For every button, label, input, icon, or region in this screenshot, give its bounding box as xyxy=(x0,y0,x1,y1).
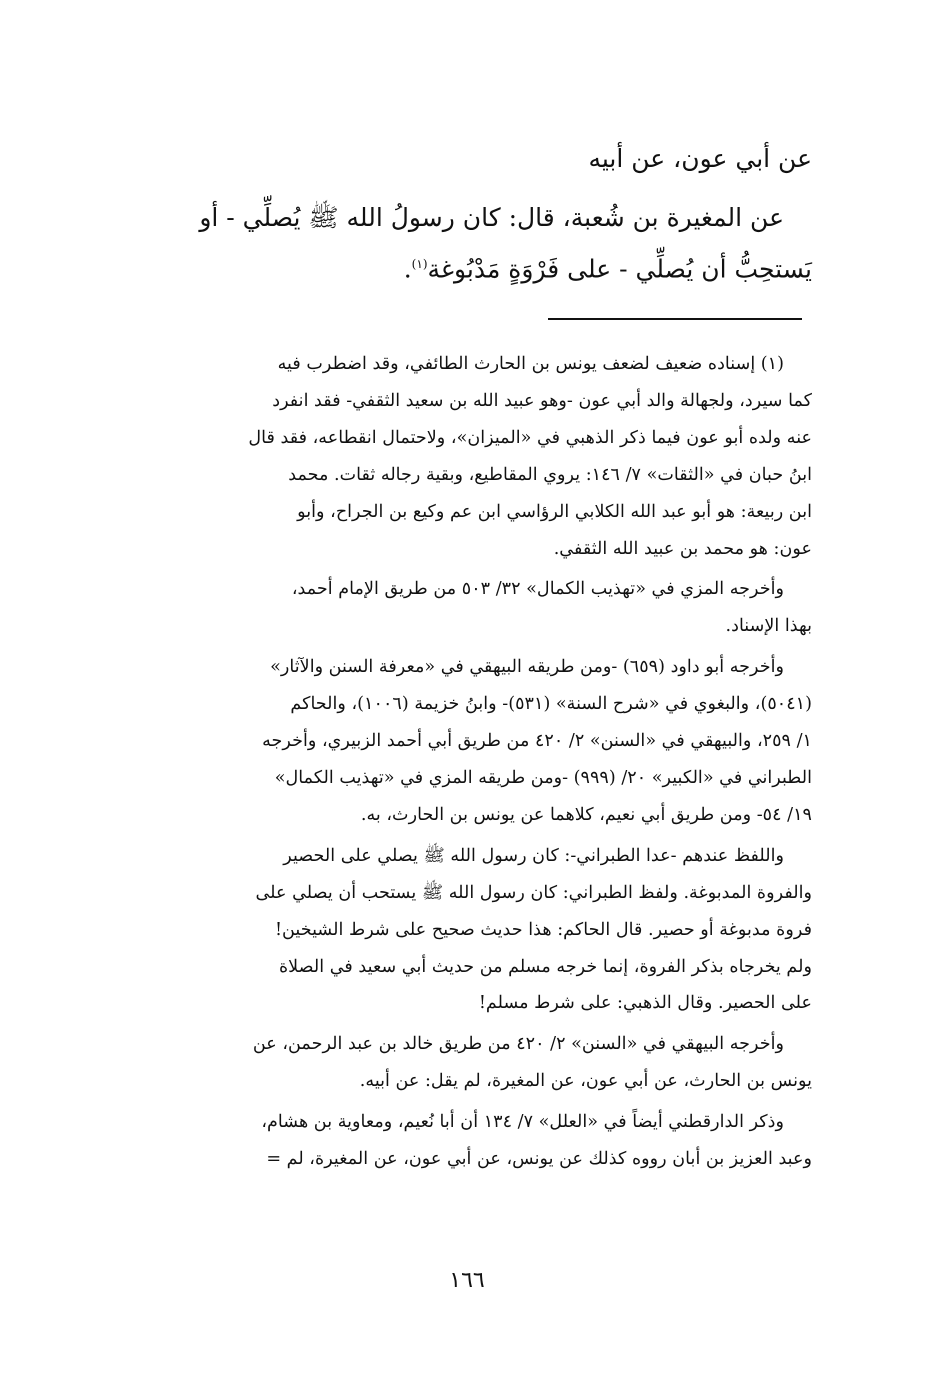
footnote-separator-rule xyxy=(548,318,802,320)
footnote-paragraph-4 xyxy=(112,838,812,1023)
footnote-paragraph-3 xyxy=(112,649,812,834)
footnotes-section xyxy=(112,346,812,1178)
main-text-line-1 xyxy=(112,136,812,182)
footnote-line: ١/ ٢٥٩، والبيهقي في «السنن» ٢/ ٤٢٠ من طريق أبي أحمد الزبيري، وأخرجه xyxy=(262,731,812,752)
main-line-text: يَستحِبُّ أن يُصلِّي - على فَرْوَةٍ مَدْبُوغة xyxy=(427,254,812,284)
footnote-reference[interactable]: (١) xyxy=(411,257,428,271)
footnote-line: ولم يخرجاه بذكر الفروة، إنما خرجه مسلم من حديث أبي سعيد في الصلاة xyxy=(278,956,812,977)
main-line xyxy=(112,241,812,292)
footnote-line: على الحصير. وقال الذهبي: على شرط مسلم! xyxy=(478,993,812,1014)
footnote-paragraph-6 xyxy=(112,1104,812,1178)
page-number: ١٦٦ xyxy=(449,1268,485,1293)
footnote-line: فروة مدبوغة أو حصير. قال الحاكم: هذا حديث صحيح على شرط الشيخين! xyxy=(274,919,812,940)
footnote-paragraph-2 xyxy=(112,571,812,645)
footnote-line: ابن ربيعة: هو أبو عبد الله الكلابي الرؤاسي ابن عم وكيع بن الجراح، وأبو xyxy=(297,501,812,522)
footnote-line: (٥٠٤١)، والبغوي في «شرح السنة» (٥٣١)- وابنُ خزيمة (١٠٠٦)، والحاكم xyxy=(290,694,812,715)
footnote-paragraph-5 xyxy=(112,1026,812,1100)
footnote-line: يونس بن الحارث، عن أبي عون، عن المغيرة، لم يقل: عن أبيه. xyxy=(359,1071,812,1092)
footnote-line: وذكر الدارقطني أيضاً في «العلل» ٧/ ١٣٤ أن أبا نُعيم، ومعاوية بن هشام، xyxy=(261,1112,784,1133)
footnote-line: وأخرجه البيهقي في «السنن» ٢/ ٤٢٠ من طريق خالد بن عبد الرحمن، عن xyxy=(252,1034,784,1055)
footnote-line: الطبراني في «الكبير» ٢٠/ (٩٩٩) -ومن طريقه المزي في «تهذيب الكمال» xyxy=(274,767,812,788)
footnote-line: عون: هو محمد بن عبيد الله الثقفي. xyxy=(553,538,812,559)
footnote-line: وأخرجه أبو داود (٦٥٩) -ومن طريقه البيهقي في «معرفة السنن والآثار» xyxy=(270,657,784,678)
main-line-end: . xyxy=(403,254,412,284)
footnote-line: وعبد العزيز بن أبان رووه كذلك عن يونس، عن أبي عون، عن المغيرة، لم = xyxy=(266,1149,812,1170)
footnote-line: واللفظ عندهم -عدا الطبراني-: كان رسول الله ﷺ يصلي على الحصير xyxy=(283,845,784,866)
footnote-line: عنه ولده أبو عون فيما ذكر الذهبي في «الميزان»، ولاحتمال انقطاعه، فقد قال xyxy=(248,427,812,448)
footnote-line: كما سيرد، ولجهالة والد أبي عون -وهو عبيد الله بن سعيد الثقفي- فقد انفرد xyxy=(272,390,812,411)
footnote-line: ابنُ حبان في «الثقات» ٧/ ١٤٦: يروي المقاطيع، وبقية رجاله ثقات. محمد xyxy=(288,464,812,485)
main-line: عن أبي عون، عن أبيه xyxy=(588,144,812,173)
footnote-paragraph-1 xyxy=(112,346,812,567)
main-line: عن المغيرة بن شُعبة، قال: كان رسولُ الله ﷺ يُصلِّي - أو xyxy=(199,203,784,232)
footnote-line: بهذا الإسناد. xyxy=(725,616,812,637)
footnote-line: وأخرجه المزي في «تهذيب الكمال» ٣٢/ ٥٠٣ من طريق الإمام أحمد، xyxy=(291,579,784,600)
footnote-line: ١٩/ ٥٤- ومن طريق أبي نعيم، كلاهما عن يونس بن الحارث، به. xyxy=(360,804,812,825)
main-text-paragraph xyxy=(112,195,812,292)
footnote-line: (١) إسناده ضعيف لضعف يونس بن الحارث الطائفي، وقد اضطرب فيه xyxy=(277,354,784,374)
footnote-line: والفروة المدبوغة. ولفظ الطبراني: كان رسول الله ﷺ يستحب أن يصلي على xyxy=(255,882,812,903)
